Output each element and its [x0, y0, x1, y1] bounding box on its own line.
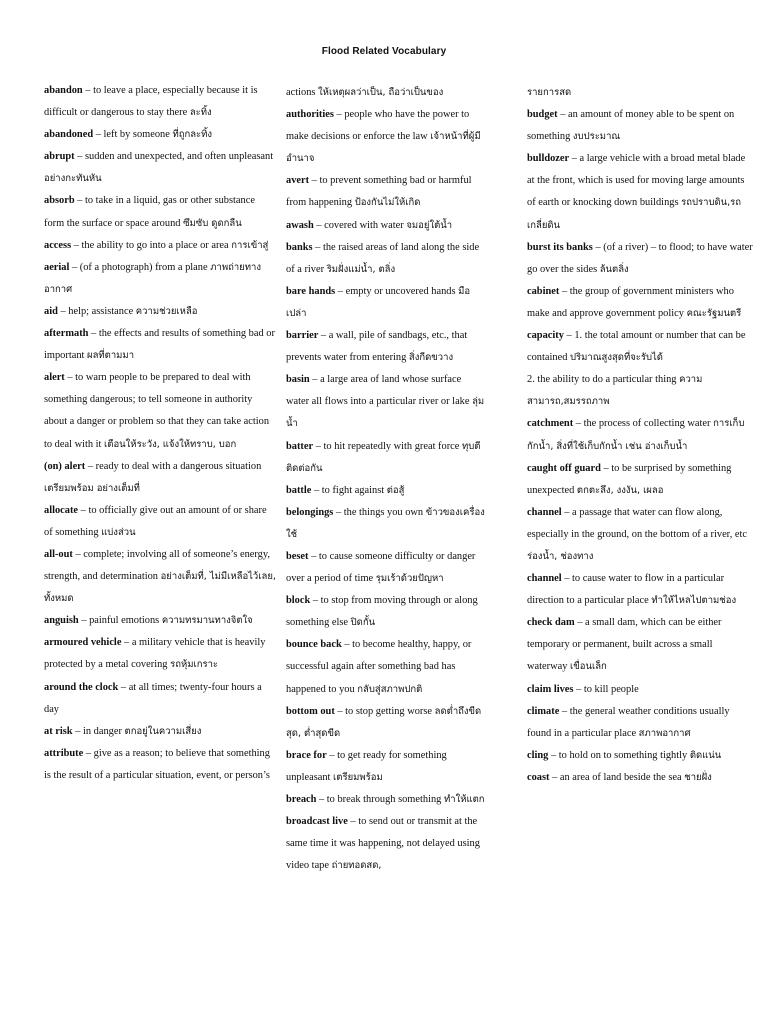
vocab-term: (on) alert [44, 460, 86, 472]
vocab-definition: empty or uncovered hands [345, 285, 456, 297]
vocab-definition: to cause someone difficulty or danger over a period of time [286, 550, 476, 585]
vocab-term: caught off guard [527, 462, 601, 474]
thai-translation: ตกอยู่ในความเสี่ยง [124, 725, 202, 737]
vocab-term: channel [527, 573, 562, 585]
vocab-definition: (of a river) – to flood; to have water go over the sides [527, 241, 753, 275]
vocab-definition: the things you own [343, 506, 424, 518]
vocab-entry: abrupt – sudden and unexpected, and often unpleasant อย่างกะทันหัน [44, 151, 274, 185]
thai-translation: ความทรมานทางจิตใจ [161, 615, 253, 627]
vocab-entry: channel – a passage that water can flow along, especially in the ground, on the bottom of a river, etc ร่องน้ำ, ช่องทาง [527, 506, 748, 562]
vocab-entry: awash – covered with water จมอยู่ใต้น้ำ [286, 219, 453, 231]
vocab-term: abandoned [44, 129, 94, 141]
vocab-definition: to cause water to flow in a particular direction to a particular place [527, 573, 725, 607]
vocab-entry: broadcast live – to send out or transmit at the same time it was happening, not delayed using video tape ถ่ายทอดสด, [286, 816, 480, 872]
vocab-entry: brace for – to get ready for something unpleasant เตรียมพร้อม [286, 749, 447, 783]
vocab-definition: people who have the power to make decisions or enforce the law [286, 109, 470, 143]
thai-translation: อย่างกะทันหัน [44, 173, 102, 185]
vocab-definition: to warn people to be prepared to deal with something dangerous; to tell someone in authority about a danger or problem so that they can take action to deal with it [44, 372, 270, 450]
thai-translation: ชายฝั่ง [684, 771, 712, 783]
vocab-definition: a passage that water can flow along, especially in the ground, on the bottom of a river, etc [527, 506, 748, 540]
thai-translation: ลดต่ำถึงขีดสุด, ต่ำสุดขีด [286, 705, 482, 739]
vocab-term: batter [286, 440, 314, 452]
vocab-term: around the clock [44, 681, 119, 693]
thai-translation: ถ่ายทอดสด, [331, 860, 382, 872]
vocab-term: cling [527, 749, 549, 761]
vocab-term: claim lives [527, 683, 574, 695]
vocab-term: allocate [44, 504, 79, 516]
vocab-term: barrier [286, 330, 319, 342]
vocab-term: breach [286, 794, 317, 805]
vocab-term: attribute [44, 747, 84, 759]
vocab-entry: cling – to hold on to something tightly ติดแน่น [527, 749, 722, 761]
thai-translation: ความช่วยเหลือ [135, 305, 198, 317]
thai-translation: ให้เหตุผลว่าเป็น, ถือว่าเป็นของ [318, 87, 444, 98]
vocab-entry: barrier – a wall, pile of sandbags, etc., that prevents water from entering สิ่งกีดขวาง [286, 330, 468, 364]
thai-translation: รายการสด [527, 87, 572, 98]
vocab-entry [527, 369, 753, 413]
vocab-entry: bulldozer – a large vehicle with a broad metal blade at the front, which is used for moving large amounts of earth or knocking down buildings รถปราบดิน,รถเกลี่ยดิน [527, 153, 746, 231]
thai-translation: ปิดกั้น [350, 617, 376, 629]
vocab-definition: to send out or transmit at the same time it was happening, not delayed using video tape [286, 816, 480, 872]
vocab-definition: sudden and unexpected, and often unpleasant [85, 151, 274, 163]
vocab-term: bare hands [286, 285, 336, 297]
vocab-definition: to fight against [321, 484, 385, 496]
vocab-entry: access – the ability to go into a place or area การเข้าสู่ [44, 239, 269, 251]
vocab-term: aftermath [44, 328, 89, 340]
vocab-entry: abandoned – left by someone ที่ถูกละทิ้ง [44, 129, 213, 141]
vocab-term: battle [286, 484, 312, 496]
thai-translation: ข้าวของเครื่องใช้ [286, 506, 485, 540]
vocab-entry: capacity – 1. the total amount or number that can be contained ปริมาณสูงสุดที่จะรับได้ [527, 330, 746, 364]
vocab-entry: around the clock – at all times; twenty-four hours a day [44, 681, 262, 715]
thai-translation: เจ้าหน้าที่ผู้มีอำนาจ [286, 131, 481, 165]
thai-translation: ทุบตีติดต่อกัน [286, 440, 481, 474]
vocab-definition: to officially give out an amount of or share of something [44, 504, 267, 538]
vocab-entry: anguish – painful emotions ความทรมานทางจิตใจ [44, 615, 253, 627]
vocab-definition: a large vehicle with a broad metal blade at the front, which is used for moving large amounts of earth or knocking down buildings [527, 153, 746, 209]
vocab-term: broadcast live [286, 816, 348, 828]
vocab-definition: the group of government ministers who make and approve government policy [527, 285, 734, 319]
vocab-entry [527, 82, 753, 104]
vocab-definition: an area of land beside the sea [559, 771, 682, 783]
vocab-entry: battle – to fight against ต่อสู้ [286, 484, 405, 496]
vocab-term: abrupt [44, 151, 75, 163]
vocab-definition: to become healthy, happy, or successful again after something bad has happened to you [286, 639, 472, 695]
vocab-term: armoured vehicle [44, 637, 122, 649]
vocab-entry: catchment – the process of collecting water การเก็บกักน้ำ, สิ่งที่ใช้เก็บกักน้ำ เช่น อ่างเก็บน้ำ [527, 418, 745, 452]
vocab-entry: alert – to warn people to be prepared to deal with something dangerous; to tell someone in authority about a danger or problem so that they can take action to deal with it เตือนให้ระวัง, แจ้งให้ทราบ, บอก [44, 372, 270, 450]
vocab-entry: bottom out – to stop getting worse ลดต่ำถึงขีดสุด, ต่ำสุดขีด [286, 705, 482, 739]
vocab-entry: authorities – people who have the power to make decisions or enforce the law เจ้าหน้าที่ผู้มีอำนาจ [286, 109, 481, 165]
vocab-term: awash [286, 219, 314, 231]
vocab-definition: (of a photograph) from a plane [79, 261, 208, 273]
vocab-entry: budget – an amount of money able to be spent on something งบประมาณ [527, 109, 735, 143]
vocab-definition: at all times; twenty-four hours a day [44, 681, 262, 715]
vocab-entry: caught off guard – to be surprised by something unexpected ตกตะลึง, งงงัน, เผลอ [527, 462, 732, 496]
vocab-term: beset [286, 550, 309, 562]
vocab-definition: 1. the total amount or number that can be contained [527, 330, 746, 364]
vocab-entry: abandon – to leave a place, especially because it is difficult or dangerous to stay there ละทิ้ง [44, 85, 258, 119]
vocab-entry [286, 82, 486, 104]
thai-translation: รุมเร้าด้วยปัญหา [375, 573, 444, 585]
vocab-term: at risk [44, 725, 73, 737]
vocab-entry: allocate – to officially give out an amount of or share of something แบ่งส่วน [44, 504, 267, 538]
vocab-term: catchment [527, 418, 574, 430]
vocab-definition: painful emotions [89, 615, 160, 627]
vocab-term: capacity [527, 330, 564, 342]
thai-translation: ภาพถ่ายทางอากาศ [44, 261, 261, 295]
thai-translation: ลุ่มน้ำ [286, 396, 485, 430]
vocab-entry: aerial – (of a photograph) from a plane ภาพถ่ายทางอากาศ [44, 261, 261, 295]
vocab-entry: aftermath – the effects and results of something bad or important ผลที่ตามมา [44, 328, 275, 362]
vocab-entry: absorb – to take in a liquid, gas or other substance form the surface or space around ซึมซับ ดูดกลืน [44, 195, 255, 229]
vocab-term: aerial [44, 261, 70, 273]
thai-translation: อย่างเต็มที่, ไม่มีเหลือไว้เลย, ทั้งหมด [44, 571, 276, 605]
thai-translation: ร่องน้ำ, ช่องทาง [527, 550, 594, 562]
vocab-term: avert [286, 175, 310, 187]
vocab-definition: the general weather conditions usually found in a particular place [527, 705, 730, 739]
vocab-definition: to kill people [583, 683, 639, 695]
thai-translation: กลับสู่สภาพปกติ [357, 683, 423, 695]
vocab-entry: burst its banks – (of a river) – to flood; to have water go over the sides ล้นตลิ่ง [527, 241, 753, 275]
vocab-entry: bounce back – to become healthy, happy, or successful again after something bad has happened to you กลับสู่สภาพปกติ [286, 639, 472, 695]
thai-translation: จมอยู่ใต้น้ำ [406, 219, 453, 231]
vocab-definition: in danger [82, 725, 122, 737]
vocab-entry: block – to stop from moving through or along something else ปิดกั้น [286, 595, 478, 629]
thai-translation: การเก็บกักน้ำ, สิ่งที่ใช้เก็บกักน้ำ เช่น อ่างเก็บน้ำ [527, 418, 745, 452]
thai-translation: ริมฝั่งแม่น้ำ, ตลิ่ง [326, 263, 396, 275]
vocab-entry: at risk – in danger ตกอยู่ในความเสี่ยง [44, 725, 202, 737]
vocab-definition: to break through something [326, 794, 442, 805]
vocab-entry: breach – to break through something ทำให้แตก [286, 794, 485, 805]
vocab-definition: a small dam, which can be either temporary or permanent, built across a small waterway [527, 617, 722, 673]
vocab-definition: give as a reason; to believe that something is the result of a particular situation, event, or person’s [44, 747, 270, 781]
vocab-definition: to be surprised by something unexpected [527, 462, 732, 496]
thai-translation: ติดแน่น [689, 749, 722, 761]
vocab-definition: the ability to go into a place or area [81, 239, 229, 251]
vocab-definition: to prevent something bad or harmful from happening [286, 175, 472, 209]
vocab-term: banks [286, 241, 313, 253]
vocab-term: bottom out [286, 705, 335, 717]
vocab-term: climate [527, 705, 560, 717]
vocab-term: belongings [286, 506, 334, 518]
vocab-definition: the effects and results of something bad or important [44, 328, 275, 362]
vocab-entry: armoured vehicle – a military vehicle that is heavily protected by a metal covering รถหุ้มเกราะ [44, 637, 266, 671]
vocab-term: absorb [44, 195, 75, 207]
vocab-entry: attribute – give as a reason; to believe that something is the result of a particular situation, event, or person’s [44, 747, 270, 781]
vocab-term: block [286, 595, 311, 607]
thai-translation: เขื่อนเล็ก [570, 661, 607, 673]
vocab-term: all-out [44, 548, 73, 560]
vocab-definition: to get ready for something unpleasant [286, 749, 447, 783]
thai-translation: ทำให้ไหลไปตามช่อง [651, 595, 737, 607]
vocab-definition: to leave a place, especially because it is difficult or dangerous to stay there [44, 85, 258, 119]
vocab-definition: actions [286, 87, 316, 98]
vocab-definition: covered with water [324, 219, 404, 231]
vocab-definition: to stop getting worse [345, 705, 433, 717]
vocab-term: alert [44, 372, 65, 384]
vocab-term: brace for [286, 749, 327, 761]
vocab-entry: banks – the raised areas of land along the side of a river ริมฝั่งแม่น้ำ, ตลิ่ง [286, 241, 480, 275]
vocab-entry: basin – a large area of land whose surface water all flows into a particular river or lake ลุ่มน้ำ [286, 374, 485, 430]
thai-translation: ที่ถูกละทิ้ง [172, 129, 213, 141]
thai-translation: การเข้าสู่ [231, 239, 269, 251]
vocab-definition: to take in a liquid, gas or other substance form the surface or space around [44, 195, 255, 229]
thai-translation: ล้นตลิ่ง [599, 263, 629, 275]
vocab-definition: a large area of land whose surface water all flows into a particular river or lake [286, 374, 470, 408]
thai-translation: ปริมาณสูงสุดที่จะรับได้ [570, 352, 663, 364]
vocab-entry: aid – help; assistance ความช่วยเหลือ [44, 305, 198, 317]
vocab-entry: cabinet – the group of government ministers who make and approve government policy คณะรัฐมนตรี [527, 285, 742, 319]
vocab-definition: to hit repeatedly with great force [323, 440, 460, 452]
vocab-term: channel [527, 506, 562, 518]
vocab-term: abandon [44, 85, 83, 96]
vocab-entry: beset – to cause someone difficulty or danger over a period of time รุมเร้าด้วยปัญหา [286, 550, 476, 585]
vocab-term: coast [527, 771, 550, 783]
vocab-entry: check dam – a small dam, which can be either temporary or permanent, built across a small waterway เขื่อนเล็ก [527, 617, 722, 673]
thai-translation: สภาพอากาศ [638, 727, 691, 739]
vocab-entry: channel – to cause water to flow in a particular direction to a particular place ทำให้ไหลไปตามช่อง [527, 573, 737, 607]
thai-translation: ความสามารถ,สมรรถภาพ [527, 374, 703, 408]
vocab-definition: 2. the ability to do a particular thing [527, 374, 677, 386]
vocab-term: anguish [44, 615, 79, 627]
vocab-definition: left by someone [103, 129, 170, 141]
thai-translation: งบประมาณ [572, 131, 621, 143]
vocab-definition: to stop from moving through or along something else [286, 595, 478, 629]
thai-translation: รถปราบดิน,รถเกลี่ยดิน [527, 197, 742, 231]
vocab-entry: batter – to hit repeatedly with great force ทุบตีติดต่อกัน [286, 440, 481, 474]
vocab-entry: all-out – complete; involving all of someone’s energy, strength, and determination อย่างเต็มที่, ไม่มีเหลือไว้เลย, ทั้งหมด [44, 548, 276, 605]
vocab-term: burst its banks [527, 241, 593, 253]
thai-translation: คณะรัฐมนตรี [686, 307, 742, 319]
thai-translation: ผลที่ตามมา [87, 350, 135, 362]
vocab-definition: complete; involving all of someone’s energy, strength, and determination [44, 548, 270, 583]
vocab-entry: (on) alert – ready to deal with a dangerous situation เตรียมพร้อม อย่างเต็มที่ [44, 460, 262, 494]
vocab-entry: avert – to prevent something bad or harmful from happening ป้องกันไม่ให้เกิด [286, 175, 472, 209]
vocab-term: aid [44, 305, 58, 317]
vocab-definition: to hold on to something tightly [558, 749, 688, 761]
vocab-entry: claim lives – to kill people [527, 683, 639, 695]
thai-translation: ป้องกันไม่ให้เกิด [354, 197, 421, 209]
vocab-entry: bare hands – empty or uncovered hands มือเปล่า [286, 285, 471, 319]
thai-translation: สิ่งกีดขวาง [408, 352, 454, 364]
vocab-term: cabinet [527, 285, 560, 297]
thai-translation: เตรียมพร้อม อย่างเต็มที่ [44, 482, 140, 494]
vocab-term: access [44, 239, 72, 251]
column-2 [286, 82, 486, 877]
vocab-definition: help; assistance [68, 305, 134, 317]
vocab-term: bulldozer [527, 153, 570, 165]
vocab-definition: ready to deal with a dangerous situation [95, 460, 262, 472]
thai-translation: มือเปล่า [286, 285, 471, 319]
vocab-term: budget [527, 109, 558, 121]
column-1 [44, 80, 276, 787]
vocab-entry: belongings – the things you own ข้าวของเครื่องใช้ [286, 506, 485, 540]
vocab-definition: the process of collecting water [583, 418, 711, 430]
vocab-entry: coast – an area of land beside the sea ชายฝั่ง [527, 771, 712, 783]
vocab-definition: a wall, pile of sandbags, etc., that prevents water from entering [286, 330, 468, 364]
vocab-definition: an amount of money able to be spent on something [527, 109, 735, 143]
thai-translation: ซึมซับ ดูดกลืน [183, 217, 242, 229]
thai-translation: รถหุ้มเกราะ [170, 659, 219, 671]
column-3 [527, 82, 753, 789]
thai-translation: ตกตะลึง, งงงัน, เผลอ [576, 484, 664, 496]
thai-translation: แบ่งส่วน [101, 526, 136, 538]
thai-translation: เตือนให้ระวัง, แจ้งให้ทราบ, บอก [104, 438, 237, 450]
vocab-term: authorities [286, 109, 334, 121]
vocab-definition: the raised areas of land along the side of a river [286, 241, 480, 275]
vocab-term: check dam [527, 617, 575, 629]
thai-translation: เตรียมพร้อม [333, 771, 383, 783]
page-title: Flood Related Vocabulary [321, 46, 447, 57]
thai-translation: ทำให้แตก [443, 794, 485, 805]
vocab-entry: climate – the general weather conditions usually found in a particular place สภาพอากาศ [527, 705, 730, 739]
vocab-definition: a military vehicle that is heavily protected by a metal covering [44, 637, 266, 671]
vocab-term: bounce back [286, 639, 342, 651]
thai-translation: ละทิ้ง [189, 107, 212, 119]
thai-translation: ต่อสู้ [386, 484, 405, 496]
vocab-term: basin [286, 374, 310, 386]
